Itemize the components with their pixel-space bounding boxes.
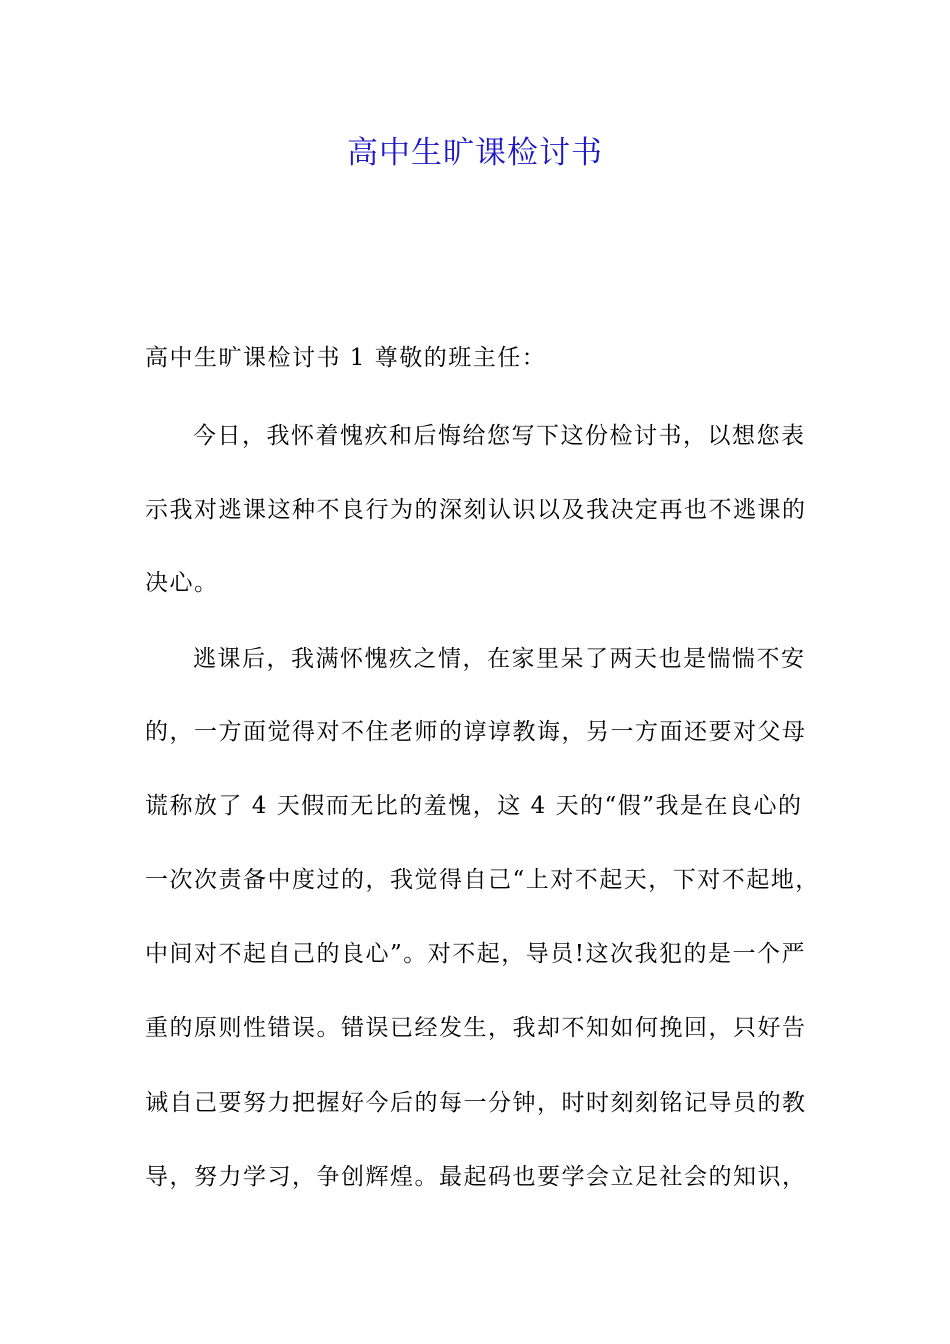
body-line: 导，努力学习，争创辉煌。最起码也要学会立足社会的知识， bbox=[145, 1164, 807, 1190]
body-line: 重的原则性错误。错误已经发生，我却不知如何挽回，只好告 bbox=[145, 1015, 807, 1041]
body-line: 示我对逃课这种不良行为的深刻认识以及我决定再也不逃课的 bbox=[145, 497, 807, 523]
body-line: 今日，我怀着愧疚和后悔给您写下这份检讨书，以想您表 bbox=[193, 423, 806, 449]
body-line: 中间对不起自己的良心”。对不起，导员!这次我犯的是一个严 bbox=[145, 941, 807, 967]
salutation-line: 高中生旷课检讨书 1 尊敬的班主任： bbox=[145, 345, 547, 371]
body-line: 的，一方面觉得对不住老师的谆谆教诲，另一方面还要对父母 bbox=[145, 719, 807, 745]
body-line: 诫自己要努力把握好今后的每一分钟，时时刻刻铭记导员的教 bbox=[145, 1090, 807, 1116]
body-line: 决心。 bbox=[145, 570, 219, 596]
document-title: 高中生旷课检讨书 bbox=[347, 135, 603, 171]
body-line: 一次次责备中度过的，我觉得自己“上对不起天，下对不起地， bbox=[145, 867, 820, 893]
body-line: 逃课后，我满怀愧疚之情，在家里呆了两天也是惴惴不安 bbox=[193, 646, 806, 672]
body-line: 谎称放了 4 天假而无比的羞愧，这 4 天的“假”我是在良心的 bbox=[145, 793, 803, 819]
